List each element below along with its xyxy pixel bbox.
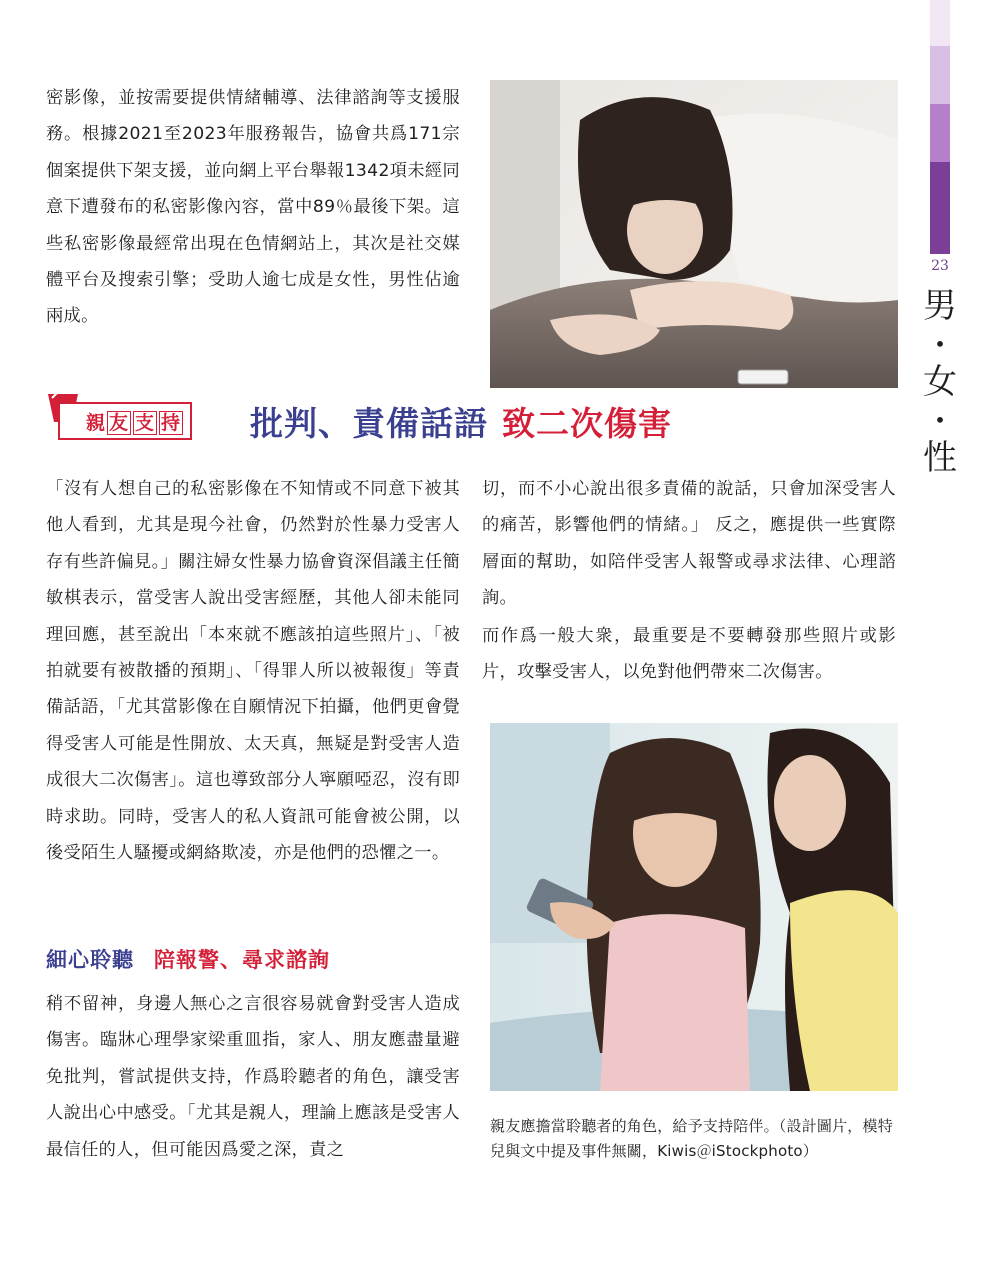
section-col2-paragraph-1: 切，而不小心說出很多責備的說話，只會加深受害人的痛苦，影響他們的情緒。」 反之，應提供一些實際層面的幫助，如陪伴受害人報警或尋求法律、心理諮詢。 (482, 479, 896, 609)
tag-char: 支 (135, 411, 156, 434)
title-separator: • (934, 332, 946, 356)
section-title-part1: 批判、責備話語 (250, 404, 488, 443)
title-separator: • (934, 408, 946, 432)
tag-char: 持 (161, 411, 182, 434)
subsection-paragraph: 稍不留神，身邊人無心之言很容易就會對受害人造成傷害。臨牀心理學家梁重皿指，家人、朋友應盡量避免批判，嘗試提供支持，作爲聆聽者的角色，讓受害人說出心中感受。「尤其是親人，理論上應該是受害人最信任的人，但可能因爲愛之深，責之 (46, 994, 460, 1160)
section-tag (58, 402, 192, 440)
title-char: 女 (923, 362, 957, 402)
sidebar-bar-4 (930, 162, 950, 254)
photo-caption: 親友應擔當聆聽者的角色，給予支持陪伴。（設計圖片，模特兒與文中提及事件無關，Kiwis＠iStockphoto） (490, 1117, 893, 1160)
intro-paragraph: 密影像，並按需要提供情緒輔導、法律諮詢等支援服務。根據2021至2023年服務報告，協會共爲171宗個案提供下架支援，並向網上平台舉報1342項未經同意下遭發布的私密影像內容，當中89％最後下架。這些私密影像最經常出現在色情網站上，其次是社交媒體平台及搜索引擎；受助人逾七成是女性，男性佔逾兩成。 (46, 88, 460, 327)
section-title (250, 398, 672, 445)
photo-two-women-image (490, 723, 898, 1091)
section-col1-paragraph: 「沒有人想自己的私密影像在不知情或不同意下被其他人看到，尤其是現今社會，仍然對於性暴力受害人存有些許偏見。」關注婦女性暴力協會資深倡議主任簡敏棋表示，當受害人說出受害經歷，其他人卻未能同理回應，甚至說出「本來就不應該拍這些照片」、「被拍就要有被散播的預期」、「得罪人所以被報復」等責備話語，「尤其當影像在自願情況下拍攝，他們更會覺得受害人可能是性開放、太天真，無疑是對受害人造成很大二次傷害」。這也導致部分人寧願啞忍，沒有即時求助。同時，受害人的私人資訊可能會被公開，以後受陌生人騷擾或網絡欺凌，亦是他們的恐懼之一。 (46, 479, 460, 864)
photo-two-women (490, 723, 898, 1091)
section-tag-label (86, 408, 184, 435)
title-char: 性 (923, 438, 957, 478)
magazine-vertical-title (918, 282, 962, 482)
subsection-title-part2: 陪報警、尋求諮詢 (154, 947, 330, 972)
page-number: 23 (931, 258, 949, 274)
section-col2-paragraph-2: 而作爲一般大衆，最重要是不要轉發那些照片或影片，攻擊受害人，以免對他們帶來二次傷害。 (482, 626, 896, 683)
subsection-title-part1: 細心聆聽 (46, 947, 134, 972)
sidebar-bar-3 (930, 104, 950, 162)
tag-char: 友 (109, 411, 130, 434)
section-title-part2: 致二次傷害 (502, 404, 672, 443)
title-char: 男 (923, 286, 957, 326)
photo-woman-on-pillow-image (490, 80, 898, 388)
photo-woman-on-pillow (490, 80, 898, 388)
sidebar-bar-1 (930, 0, 950, 46)
subsection-title (46, 944, 330, 974)
tag-char: 親 (86, 411, 107, 434)
sidebar-bar-2 (930, 46, 950, 104)
